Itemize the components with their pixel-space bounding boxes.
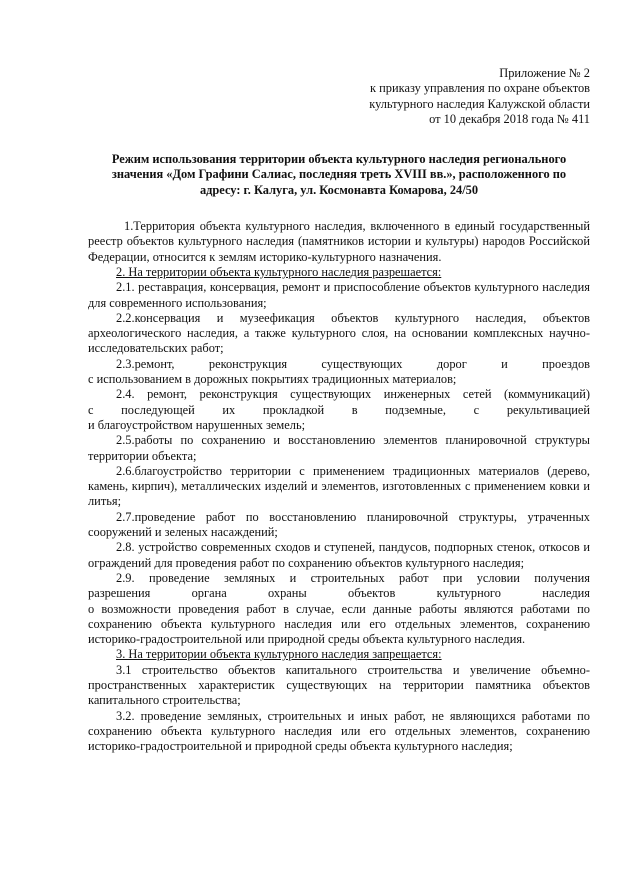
paragraph-2-8: 2.8. устройство современных сходов и ступеней, пандусов, подпорных стенок, откосов и ограждений для проведения работ по сохранению объектов культурного наследия; [88,540,590,570]
title-line-2: значения «Дом Графини Салиас, последняя треть XVIII вв.», расположенного по [111,167,567,182]
paragraph-3-1: 3.1 строительство объектов капитального строительства и увеличение объемно-пространственных характеристик существующих на территории памятника объектов капитального строительства; [88,662,590,708]
paragraph-2-3-line-1: 2.3.ремонт, реконструкция существующих дорог и проездов [116,356,590,371]
title-line-3: адресу: г. Калуга, ул. Космонавта Комарова, 24/50 [199,182,479,197]
paragraph-2-4-line-2: с последующей их прокладкой в подземные, с рекультивацией [88,402,590,417]
paragraph-2-9 [88,571,590,647]
document-title [88,152,590,198]
paragraph-2-6: 2.6.благоустройство территории с применением традиционных материалов (дерево, камень, кирпич), металлических изделий и элементов, изготовленных с применением ковки и литья; [88,463,590,509]
paragraph-2-7: 2.7.проведение работ по восстановлению планировочной структуры, утраченных сооружений и зеленых насаждений; [88,509,590,540]
paragraph-2-9-rest: о возможности проведения работ в случае, если данные работы являются работами по сохранению объекта культурного наследия или его отдельных элементов, сохранению историко-градостроительной или природной среды объекта культурного наследия. [88,601,590,647]
paragraph-2-4 [88,387,590,433]
title-line-1: Режим использования территории объекта культурного наследия регионального [111,152,567,167]
annex-order-ref: к приказу управления по охране объектов [370,81,590,96]
paragraph-1: 1.Территория объекта культурного наследия, включенного в единый государственный реестр объектов культурного наследия (памятников истории и культуры) народов Российской Федерации, относится к землям историко-культурного назначения. [88,219,590,264]
annex-block [88,66,590,127]
section-3-heading: 3. На территории объекта культурного наследия запрещается: [116,647,442,662]
paragraph-2-1: 2.1. реставрация, консервация, ремонт и приспособление объектов культурного наследия для современного использования; [88,280,590,310]
annex-date: от 10 декабря 2018 года № 411 [429,111,590,126]
paragraph-2-3-line-2: с использованием в дорожных покрытиях традиционных материалов; [88,372,457,387]
paragraph-2-5: 2.5.работы по сохранению и восстановлению элементов планировочной структуры территории объекта; [88,433,590,463]
paragraph-2-4-line-3: и благоустройством нарушенных земель; [88,417,306,432]
paragraph-3-2: 3.2. проведение земляных, строительных и иных работ, не являющихся работами по сохранению объекта культурного наследия или его отдельных элементов, сохранению историко-градостроительной и природной среды объекта культурного наследия; [88,708,590,754]
annex-authority: культурного наследия Калужской области [369,96,590,111]
section-2-heading: 2. На территории объекта культурного наследия разрешается: [116,264,442,279]
annex-number: Приложение № 2 [499,66,590,80]
paragraph-2-9-line-1: 2.9. проведение земляных и строительных работ при условии получения [116,570,590,585]
paragraph-2-9-line-2: разрешения органа охраны объектов культурного наследия [88,586,590,601]
paragraph-2-2: 2.2.консервация и музеефикация объектов культурного наследия, объектов археологического наследия, а также культурного слоя, на основании комплексных научно-исследовательских работ; [88,310,590,356]
paragraph-2-3 [88,357,590,388]
paragraph-2-4-line-1: 2.4. ремонт, реконструкция существующих инженерных сетей (коммуникаций) [116,387,590,402]
